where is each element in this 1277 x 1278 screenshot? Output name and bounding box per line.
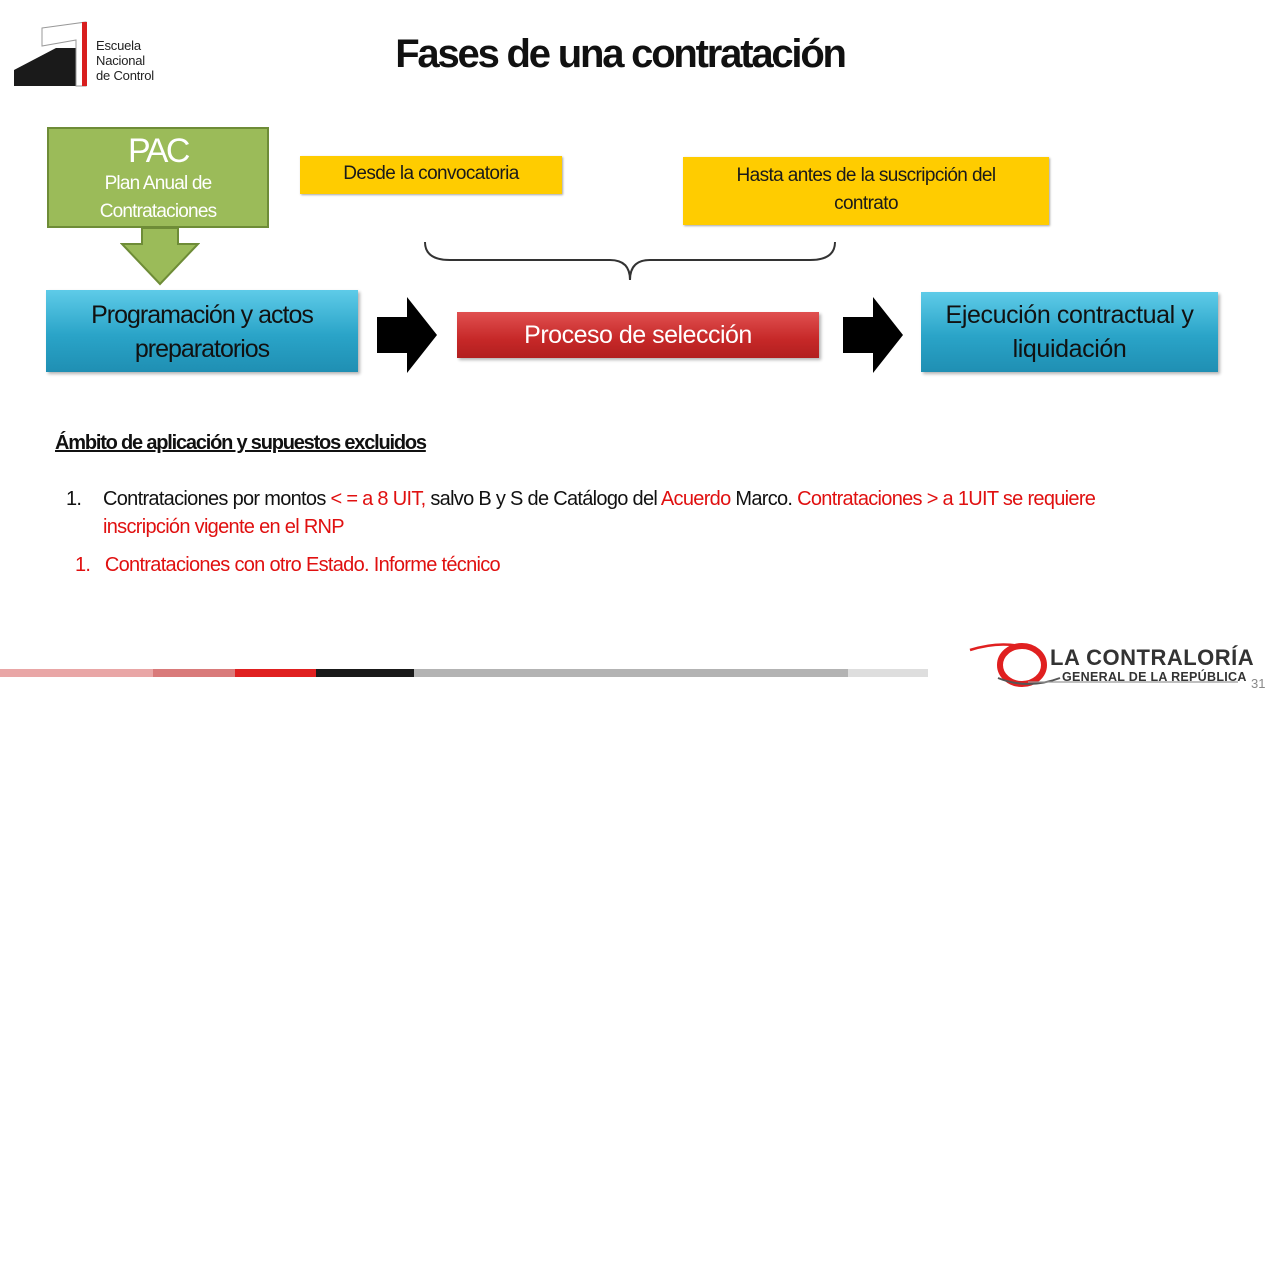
footer-bar-segment [848, 669, 928, 677]
note-start: Desde la convocatoria [300, 156, 562, 194]
phase-ejecucion [921, 292, 1218, 372]
pac-box [47, 127, 269, 228]
phase-ejecucion-line-2: liquidación [1012, 335, 1127, 363]
right-arrow-icon [377, 295, 439, 375]
right-arrow-icon [843, 295, 905, 375]
phase-programacion-line-1: Programación y actos [91, 301, 313, 329]
phase-proceso-seleccion: Proceso de selección [457, 312, 819, 358]
list-item-text: Contrataciones por montos < = a 8 UIT, salvo B y S de Catálogo del Acuerdo Marco. Contrataciones > a 1UIT se requiere inscripción vigente en el RNP [103, 488, 1096, 538]
phase-ejecucion-line-1: Ejecución contractual y [945, 301, 1194, 329]
scope-heading: Ámbito de aplicación y supuestos excluidos [55, 432, 426, 454]
contraloria-name: LA CONTRALORÍA [1050, 645, 1255, 670]
escuela-nacional-text: Escuela Nacional de Control [96, 38, 154, 83]
down-arrow-icon [120, 228, 200, 286]
footer-bar-segment [414, 669, 848, 677]
pac-title: PAC [128, 132, 188, 170]
footer-bar-segment [153, 669, 235, 677]
curly-brace-icon [420, 240, 840, 285]
list-item-number: 1. [66, 488, 82, 510]
contraloria-subtitle: GENERAL DE LA REPÚBLICA [1062, 670, 1247, 684]
page-number: 31 [1251, 676, 1266, 691]
footer-bar-segment [0, 669, 153, 677]
page-title: Fases de una contratación [395, 32, 845, 76]
note-end [683, 157, 1049, 225]
footer-bar-segment [316, 669, 414, 677]
footer-bar-segment [235, 669, 316, 677]
list-item-text: Contrataciones con otro Estado. Informe técnico [104, 554, 500, 576]
list-item-number: 1. [75, 554, 91, 576]
note-end-line-2: contrato [834, 193, 898, 214]
pac-subtitle-1: Plan Anual de [104, 173, 212, 194]
list-item [66, 485, 1186, 541]
note-end-line-1: Hasta antes de la suscripción del [736, 165, 996, 186]
phase-programacion [46, 290, 358, 372]
phase-programacion-line-2: preparatorios [134, 335, 270, 363]
list-item [75, 551, 500, 579]
pac-subtitle-2: Contrataciones [99, 201, 217, 222]
